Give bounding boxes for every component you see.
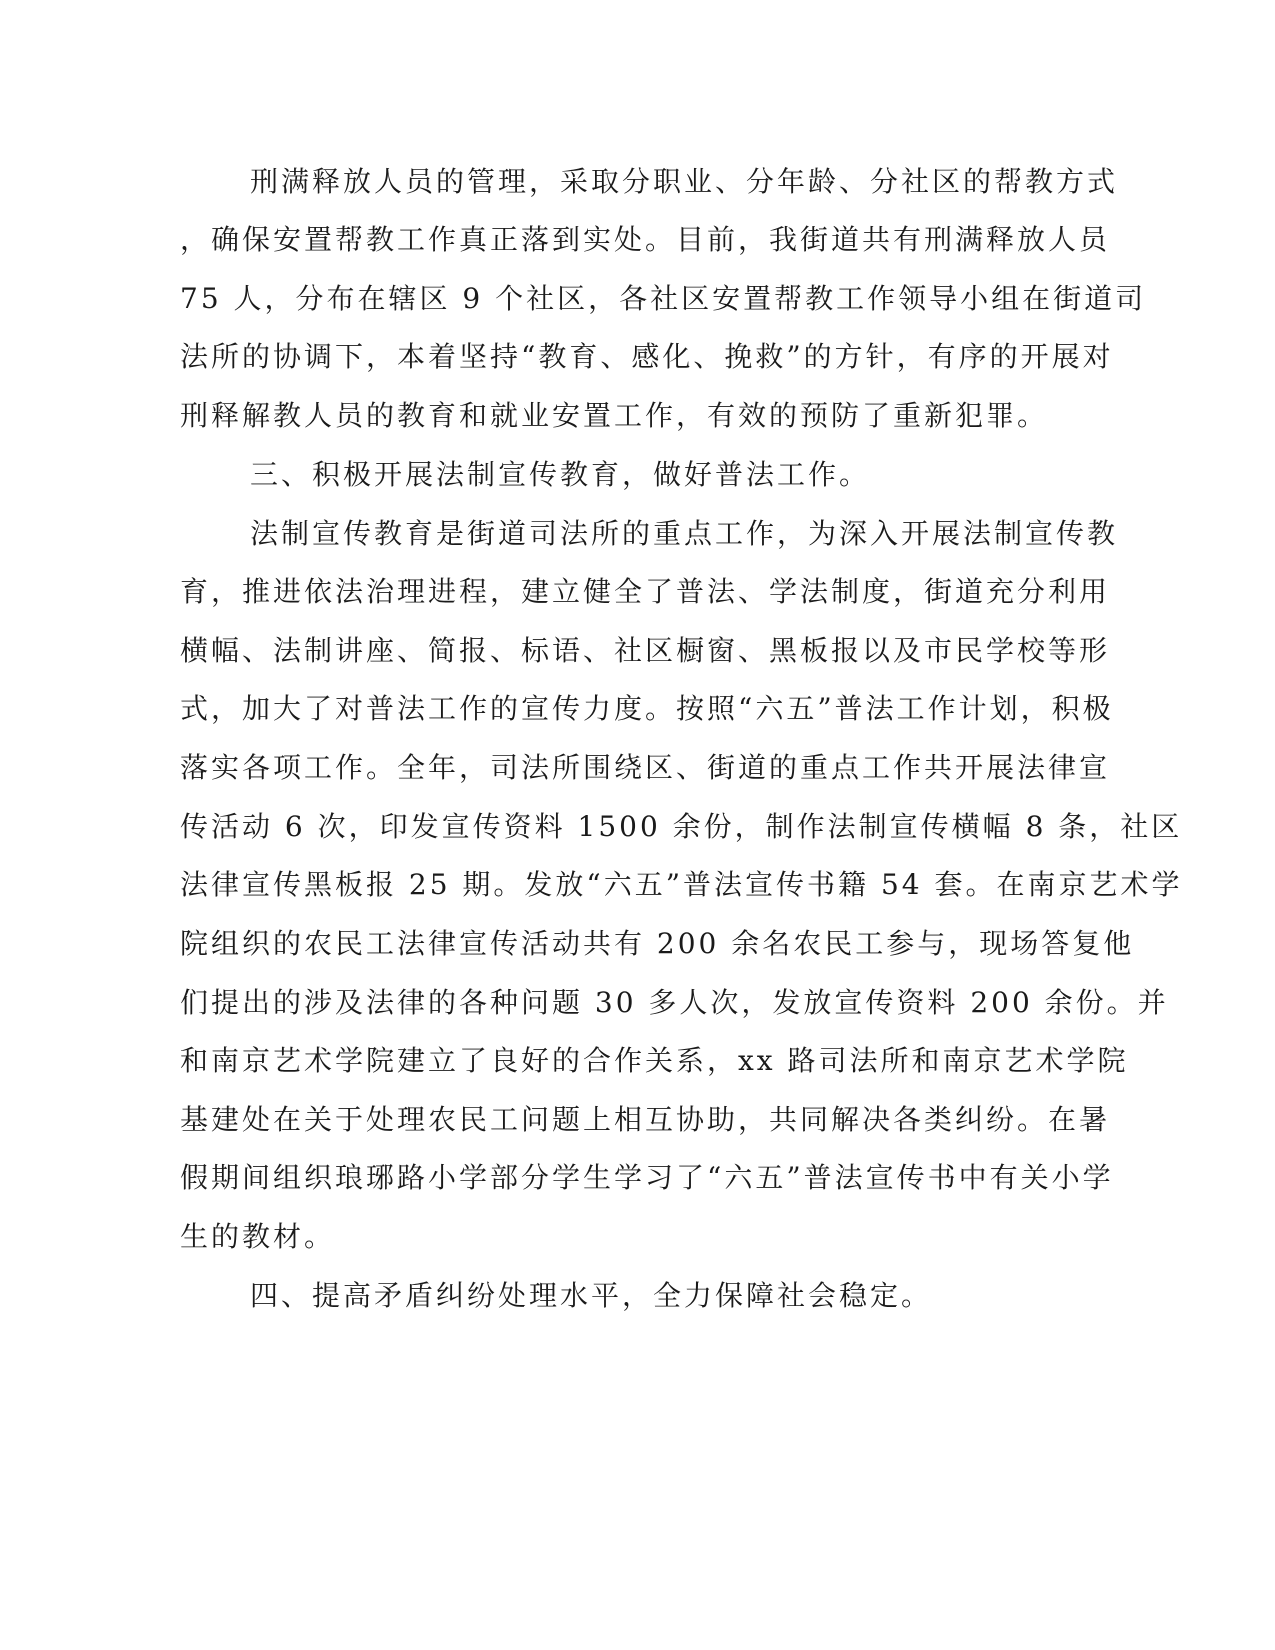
text-line: ，确保安置帮教工作真正落到实处。目前，我街道共有刑满释放人员 xyxy=(180,223,1111,256)
text-line: 基建处在关于处理农民工问题上相互协助，共同解决各类纠纷。在暑 xyxy=(180,1103,1111,1136)
text-line: 刑满释放人员的管理，采取分职业、分年龄、分社区的帮教方式 xyxy=(250,165,1119,198)
text-line: 生的教材。 xyxy=(180,1220,336,1253)
text-line: 式，加大了对普法工作的宣传力度。按照“六五”普法工作计划，积极 xyxy=(180,692,1114,725)
text-line: 院组织的农民工法律宣传活动共有 200 余名农民工参与，现场答复他 xyxy=(180,927,1135,960)
text-line: 横幅、法制讲座、简报、标语、社区橱窗、黑板报以及市民学校等形 xyxy=(180,634,1111,667)
text-line: 们提出的涉及法律的各种问题 30 多人次，发放宣传资料 200 余份。并 xyxy=(180,986,1169,1019)
section-heading: 四、提高矛盾纠纷处理水平，全力保障社会稳定。 xyxy=(250,1279,933,1312)
text-line: 和南京艺术学院建立了良好的合作关系，xx 路司法所和南京艺术学院 xyxy=(180,1044,1129,1077)
text-line: 落实各项工作。全年，司法所围绕区、街道的重点工作共开展法律宣 xyxy=(180,751,1111,784)
text-line: 法律宣传黑板报 25 期。发放“六五”普法宣传书籍 54 套。在南京艺术学 xyxy=(180,868,1183,901)
text-line: 75 人，分布在辖区 9 个社区，各社区安置帮教工作领导小组在街道司 xyxy=(180,282,1147,315)
text-line: 刑释解教人员的教育和就业安置工作，有效的预防了重新犯罪。 xyxy=(180,399,1049,432)
section-heading: 三、积极开展法制宣传教育，做好普法工作。 xyxy=(250,458,871,491)
text-line: 法所的协调下，本着坚持“教育、感化、挽救”的方针，有序的开展对 xyxy=(180,340,1114,373)
text-line: 法制宣传教育是街道司法所的重点工作，为深入开展法制宣传教 xyxy=(250,517,1119,550)
text-line: 育，推进依法治理进程，建立健全了普法、学法制度，街道充分利用 xyxy=(180,575,1111,608)
text-line: 传活动 6 次，印发宣传资料 1500 余份，制作法制宣传横幅 8 条，社区 xyxy=(180,810,1183,843)
text-line: 假期间组织琅琊路小学部分学生学习了“六五”普法宣传书中有关小学 xyxy=(180,1161,1114,1194)
